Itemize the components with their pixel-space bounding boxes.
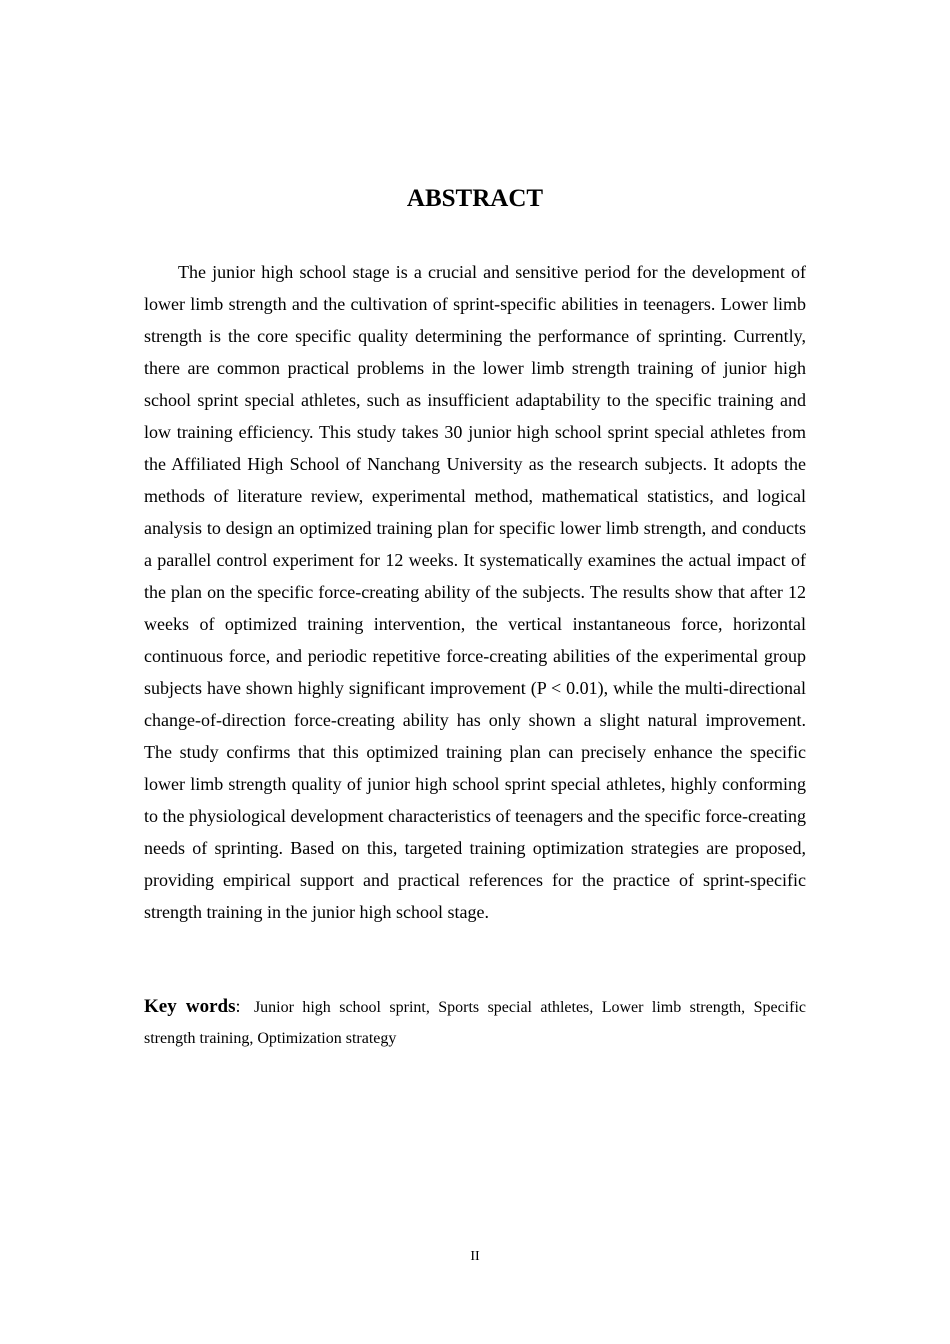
page-number: II (470, 1249, 480, 1264)
keywords-colon: : (235, 996, 241, 1016)
keywords-list: Junior high school sprint, Sports special athletes, Lower limb strength, Specific strength training, Optimization strategy (144, 999, 807, 1047)
keywords-section (144, 991, 806, 1054)
abstract-body: The junior high school stage is a crucial and sensitive period for the development of lower limb strength and the cultivation of sprint-specific abilities in teenagers. Lower limb strength is the core specific quality determining the performance of sprinting. Currently, there are common practical problems in the lower limb strength training of junior high school sprint special athletes, such as insufficient adaptability to the specific training and low training efficiency. This study takes 30 junior high school sprint special athletes from the Affiliated High School of Nanchang University as the research subjects. It adopts the methods of literature review, experimental method, mathematical statistics, and logical analysis to design an optimized training plan for specific lower limb strength, and conducts a parallel control experiment for 12 weeks. It systematically examines the actual impact of the plan on the specific force-creating ability of the subjects. The results show that after 12 weeks of optimized training intervention, the vertical instantaneous force, horizontal continuous force, and periodic repetitive force-creating abilities of the experimental group subjects have shown highly significant improvement (P < 0.01), while the multi-directional change-of-direction force-creating ability has only shown a slight natural improvement. The study confirms that this optimized training plan can precisely enhance the specific lower limb strength quality of junior high school sprint special athletes, highly conforming to the physiological development characteristics of teenagers and the specific force-creating needs of sprinting. Based on this, targeted training optimization strategies are proposed, providing empirical support and practical references for the practice of sprint-specific strength training in the junior high school stage. (144, 262, 806, 922)
abstract-title: ABSTRACT (406, 185, 544, 212)
keywords-label: Key words (144, 996, 236, 1017)
